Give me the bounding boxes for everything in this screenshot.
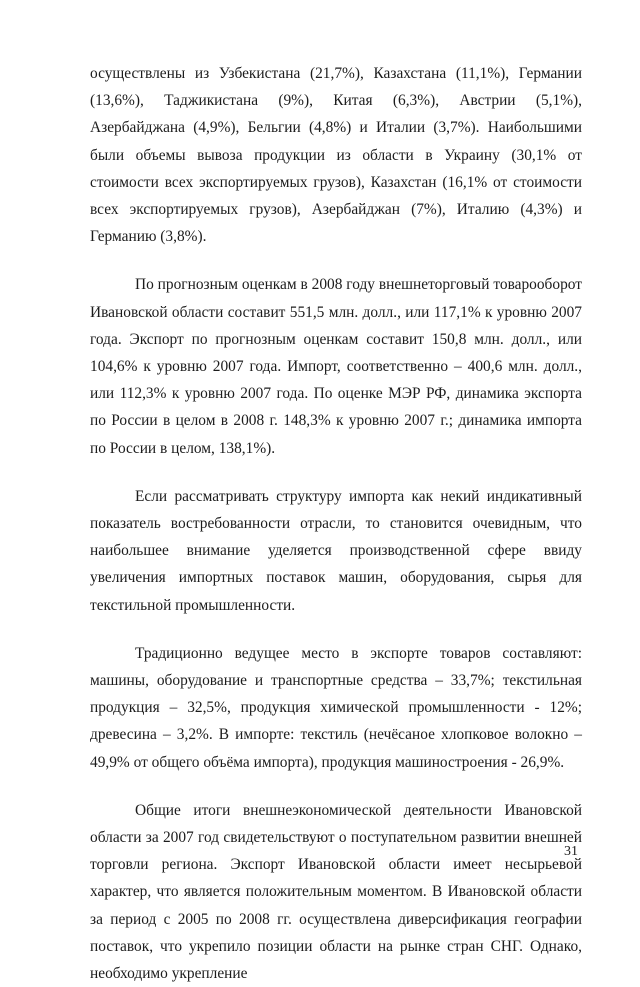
- paragraph-gap: [90, 619, 582, 640]
- paragraph-3: Если рассматривать структуру импорта как некий индикативный показатель востребованности отрасли, то становится очевидным, что наибольшее внимание уделяется производственной сфере ввиду увеличения импортных поставок машин, оборудования, сырья для текстильной промышленности.: [90, 487, 582, 614]
- page-number: 31: [564, 844, 578, 859]
- paragraph-1: осуществлены из Узбекистана (21,7%), Казахстана (11,1%), Германии (13,6%), Таджикистана (9%), Китая (6,3%), Австрии (5,1%), Азербайджана (4,9%), Бельгии (4,8%) и Италии (3,7%). Наибольшими были объемы вывоза продукции из области в Украину (30,1% от стоимости всех экспортируемых грузов), Казахстан (16,1% от стоимости всех экспортируемых грузов), Азербайджан (7%), Италию (4,3%) и Германию (3,8%).: [90, 65, 582, 246]
- paragraph-4: Традиционно ведущее место в экспорте товаров составляют: машины, оборудование и транспортные средства – 33,7%; текстильная продукция – 32,5%, продукция химической промышленности - 12%; древесина – 3,2%. В импорте: текстиль (нечёсаное хлопковое волокно – 49,9% от общего объёма импорта), продукция машиностроения - 26,9%.: [90, 644, 582, 771]
- paragraph-5: Общие итоги внешнеэкономической деятельности Ивановской области за 2007 год свидетельствуют о поступательном развитии внешней торговли региона. Экспорт Ивановской области имеет несырьевой характер, что является положительным моментом. В Ивановской области за период с 2005 по 2008 гг. осуществлена диверсификация географии поставок, что укрепило позиции области на рынке стран СНГ. Однако, необходимо укрепление: [90, 801, 582, 983]
- paragraph-gap: [90, 462, 582, 483]
- paragraph-gap: [90, 250, 582, 271]
- paragraph-2: По прогнозным оценкам в 2008 году внешнеторговый товарооборот Ивановской области составит 551,5 млн. долл., или 117,1% к уровню 2007 года. Экспорт по прогнозным оценкам составит 150,8 млн. долл., или 104,6% к уровню 2007 года. Импорт, соответственно – 400,6 млн. долл., или 112,3% к уровню 2007 года. По оценке МЭР РФ, динамика экспорта по России в целом в 2008 г. 148,3% к уровню 2007 г.; динамика импорта по России в целом, 138,1%).: [90, 276, 582, 457]
- body-text: [90, 60, 582, 987]
- paragraph-gap: [90, 776, 582, 797]
